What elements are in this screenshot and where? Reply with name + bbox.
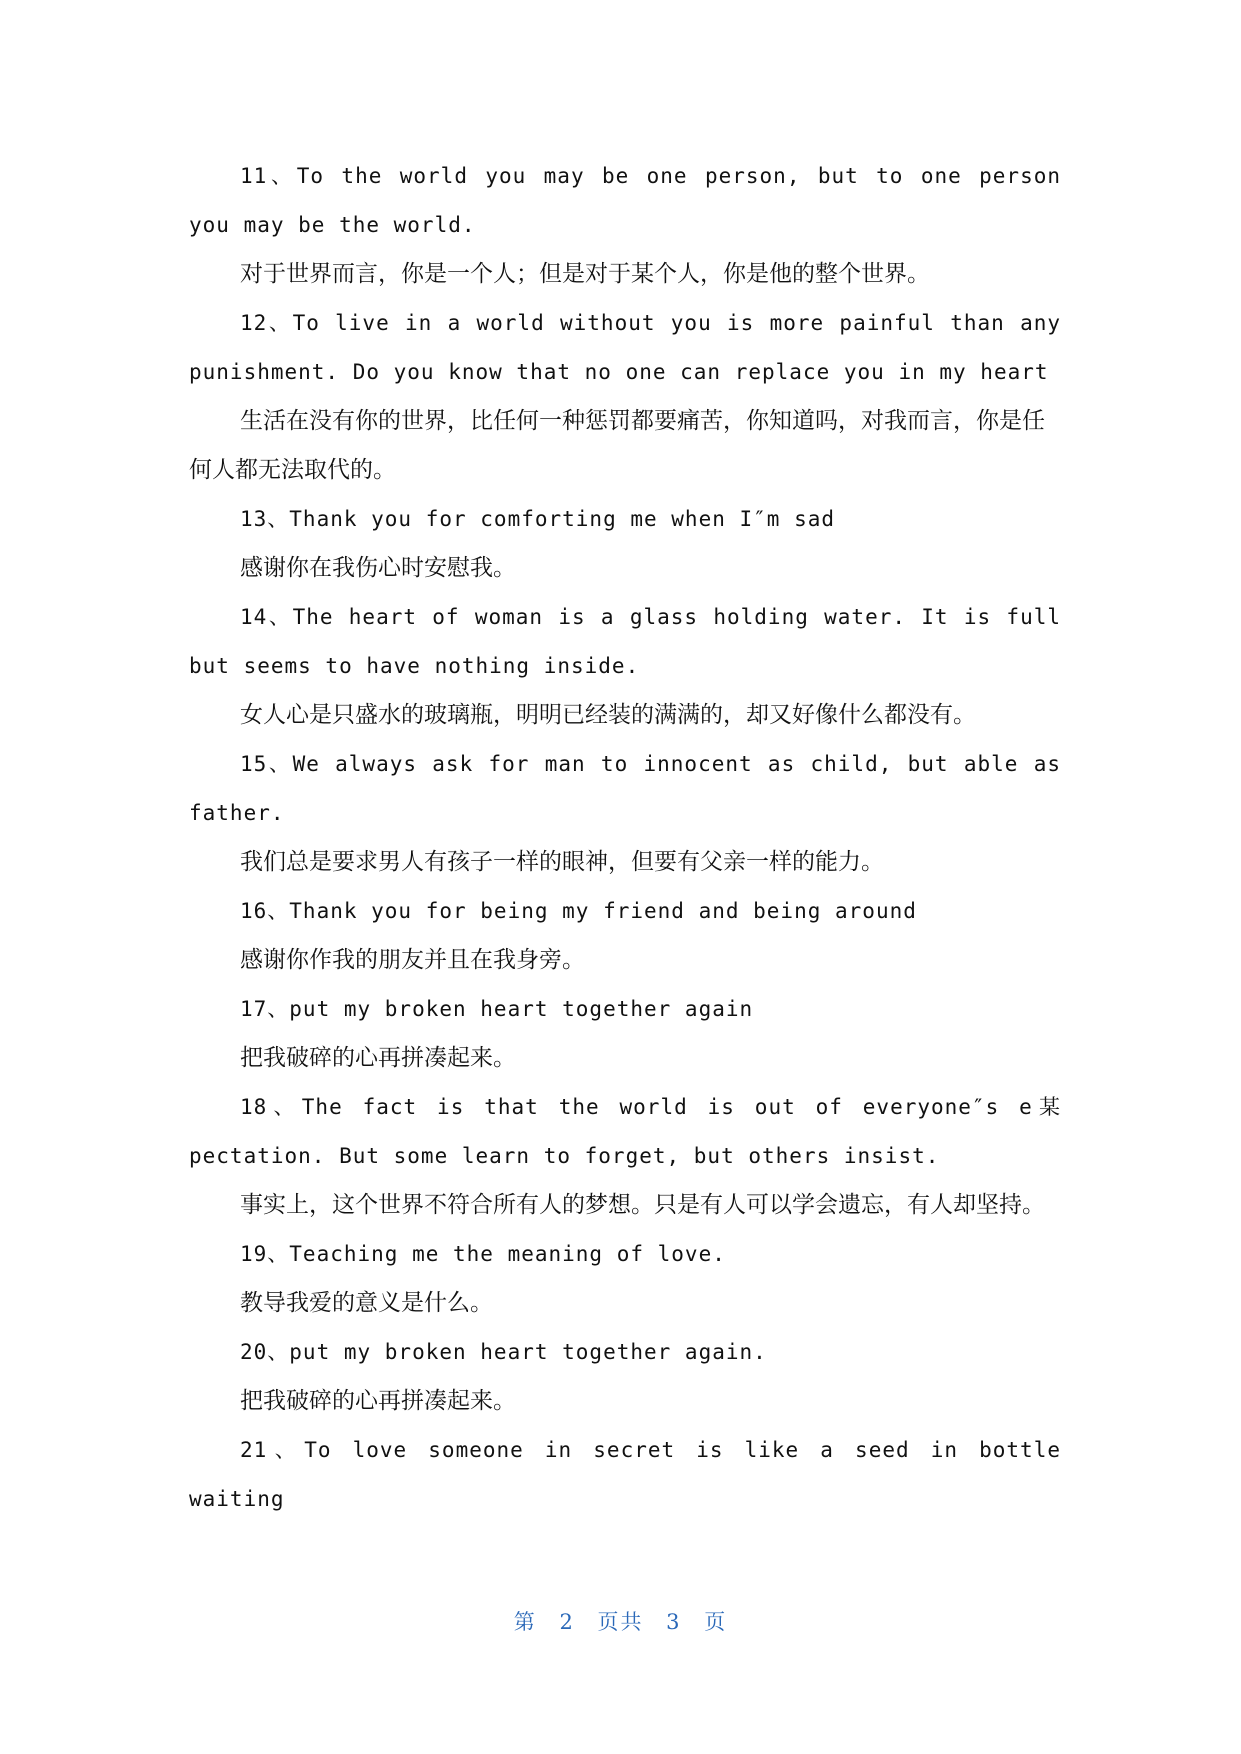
paragraph-12-english: 12、To live in a world without you is more painful than any punishment. Do you know that no one can replace you in my heart <box>189 311 1061 384</box>
paragraph-16-chinese: 感谢你作我的朋友并且在我身旁。 <box>240 947 585 973</box>
paragraph-13-english: 13、Thank you for comforting me when I″m sad <box>240 507 836 531</box>
paragraph-19-english: 19、Teaching me the meaning of love. <box>240 1242 726 1266</box>
paragraph-14-english: 14、The heart of woman is a glass holding water. It is full but seems to have nothing inside. <box>189 605 1061 678</box>
paragraph-20-english: 20、put my broken heart together again. <box>240 1340 767 1364</box>
document-body <box>189 152 1061 1524</box>
paragraph-11-english: 11、To the world you may be one person, but to one person you may be the world. <box>189 164 1061 237</box>
paragraph-14-chinese: 女人心是只盛水的玻璃瓶，明明已经装的满满的，却又好像什么都没有。 <box>240 702 976 728</box>
paragraph-19-chinese: 教导我爱的意义是什么。 <box>240 1290 493 1316</box>
page-number-footer: 第 2 页共 3 页 <box>513 1610 728 1634</box>
paragraph-15-chinese: 我们总是要求男人有孩子一样的眼神，但要有父亲一样的能力。 <box>240 849 884 875</box>
paragraph-20-chinese: 把我破碎的心再拼凑起来。 <box>240 1388 516 1414</box>
paragraph-18-english: 18、The fact is that the world is out of everyone″s e某pectation. But some learn to forget, but others insist. <box>189 1095 1061 1168</box>
paragraph-13-chinese: 感谢你在我伤心时安慰我。 <box>240 555 516 581</box>
paragraph-21-english: 21、To love someone in secret is like a seed in bottle waiting <box>189 1438 1061 1511</box>
paragraph-17-english: 17、put my broken heart together again <box>240 997 754 1021</box>
paragraph-12-chinese: 生活在没有你的世界，比任何一种惩罚都要痛苦，你知道吗，对我而言，你是任何人都无法取代的。 <box>189 408 1045 483</box>
paragraph-16-english: 16、Thank you for being my friend and being around <box>240 899 917 923</box>
paragraph-15-english: 15、We always ask for man to innocent as child, but able as father. <box>189 752 1061 825</box>
paragraph-11-chinese: 对于世界而言，你是一个人；但是对于某个人，你是他的整个世界。 <box>240 261 930 287</box>
paragraph-17-chinese: 把我破碎的心再拼凑起来。 <box>240 1045 516 1071</box>
paragraph-18-chinese: 事实上，这个世界不符合所有人的梦想。只是有人可以学会遗忘，有人却坚持。 <box>240 1192 1045 1218</box>
